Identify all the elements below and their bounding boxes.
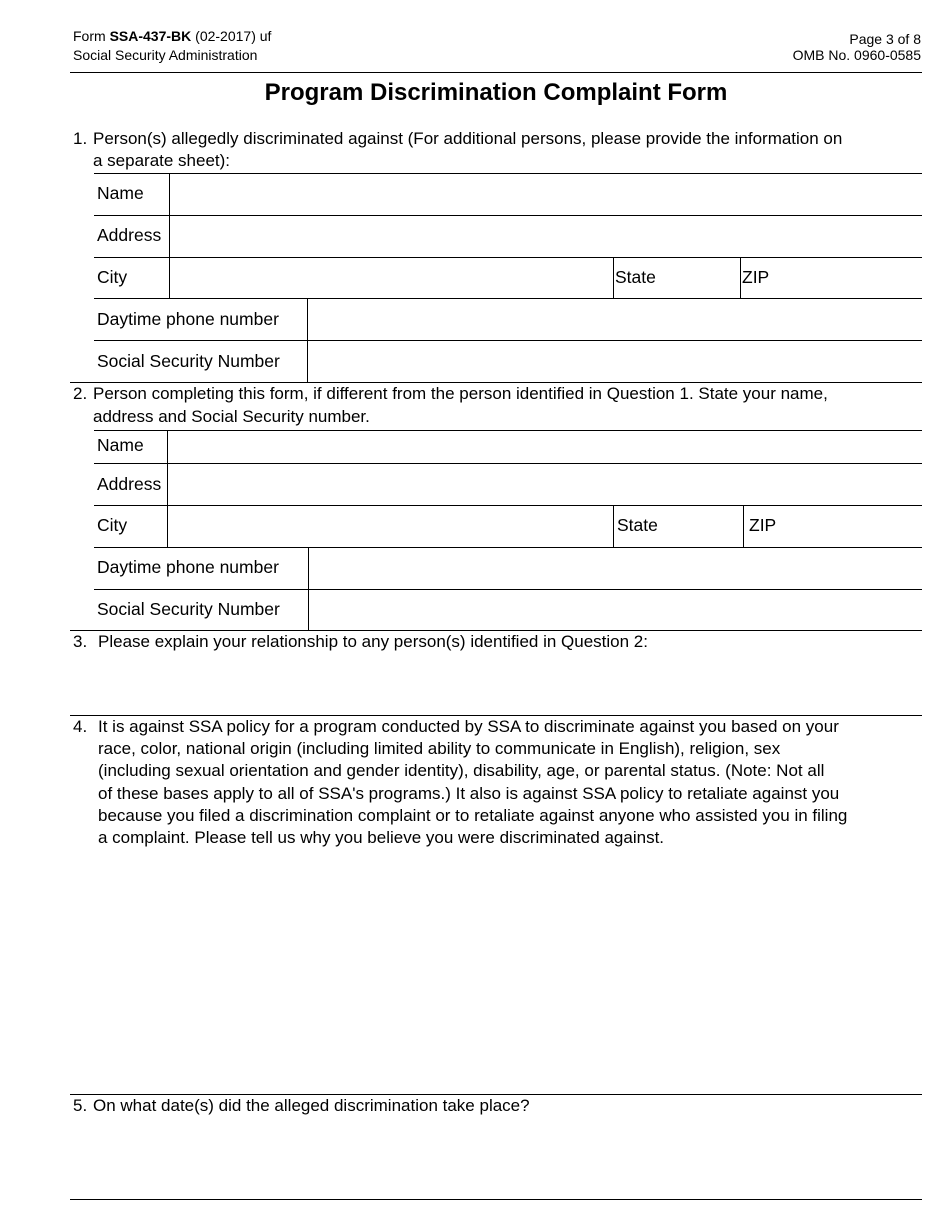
q1-name-label: Name xyxy=(97,183,144,203)
q1-name-field[interactable] xyxy=(171,175,921,214)
q2-address-label: Address xyxy=(97,474,162,494)
q1-zip-label: ZIP xyxy=(742,267,770,287)
q2-city-label: City xyxy=(97,515,128,535)
q1-address-label: Address xyxy=(97,225,162,245)
q2-zip-field[interactable] xyxy=(782,507,921,546)
q2-table-divider xyxy=(167,430,168,547)
q3-number: 3. xyxy=(73,632,88,651)
q1-phone-field[interactable] xyxy=(309,300,921,339)
q2-zip-label: ZIP xyxy=(749,515,777,535)
q3-text: Please explain your relationship to any person(s) identified in Question 2: xyxy=(98,632,648,651)
q4-answer-field[interactable] xyxy=(71,852,921,1092)
q2-state-field[interactable] xyxy=(667,507,742,546)
q1-table-rule xyxy=(94,340,922,341)
q4-text-line: because you filed a discrimination complaint or to retaliate against anyone who assisted you in filing xyxy=(98,806,848,825)
q1-city-field[interactable] xyxy=(171,259,612,297)
q2-table-rule xyxy=(94,430,922,431)
q1-table-divider xyxy=(613,257,614,298)
q5-number: 5. xyxy=(73,1096,88,1115)
q2-address-field[interactable] xyxy=(169,465,921,504)
q1-zip-field[interactable] xyxy=(775,259,921,297)
q2-city-field[interactable] xyxy=(169,507,612,546)
q4-text-line: It is against SSA policy for a program conducted by SSA to discriminate against you based on your xyxy=(98,717,839,736)
q2-ssn-field[interactable] xyxy=(310,591,921,629)
q4-number: 4. xyxy=(73,717,88,736)
q1-ssn-label: Social Security Number xyxy=(97,351,280,371)
q2-phone-field[interactable] xyxy=(310,549,921,588)
q1-state-label: State xyxy=(615,267,656,287)
q1-ssn-field[interactable] xyxy=(309,342,921,381)
q1-phone-label: Daytime phone number xyxy=(97,309,279,329)
q2-table-rule xyxy=(94,589,922,590)
q1-table-divider xyxy=(169,173,170,298)
q2-phone-label: Daytime phone number xyxy=(97,557,279,577)
agency-name: Social Security Administration xyxy=(73,47,258,63)
q1-table-divider xyxy=(307,298,308,382)
q1-text-line2: a separate sheet): xyxy=(93,151,231,170)
q2-ssn-label: Social Security Number xyxy=(97,599,280,619)
form-id: Form SSA-437-BK (02-2017) uf xyxy=(73,28,272,44)
q1-table-divider xyxy=(740,257,741,298)
page-title: Program Discrimination Complaint Form xyxy=(264,79,728,106)
q2-table-rule xyxy=(94,463,922,464)
q2-name-field[interactable] xyxy=(169,432,921,462)
q2-number: 2. xyxy=(73,384,88,403)
q2-name-label: Name xyxy=(97,435,144,455)
q5-text: On what date(s) did the alleged discrimination take place? xyxy=(93,1096,530,1115)
q2-text-line2: address and Social Security number. xyxy=(93,407,370,426)
q1-number: 1. xyxy=(73,129,88,148)
q4-text-line: (including sexual orientation and gender identity), disability, age, or parental status. (Note: Not all xyxy=(98,761,825,780)
q2-state-label: State xyxy=(617,515,658,535)
q1-text-line1: Person(s) allegedly discriminated against (For additional persons, please provide the information on xyxy=(93,129,843,148)
omb-number: OMB No. 0960-0585 xyxy=(792,47,921,63)
q1-address-field[interactable] xyxy=(171,217,921,256)
q3-answer-field[interactable] xyxy=(71,656,921,714)
q5-rule xyxy=(70,1199,922,1200)
q2-table-divider xyxy=(743,505,744,547)
q4-text-line: a complaint. Please tell us why you believe you were discriminated against. xyxy=(98,828,665,847)
q1-table-rule xyxy=(94,298,922,299)
q4-text-line: race, color, national origin (including limited ability to communicate in English), religion, sex xyxy=(98,739,781,758)
q4-text-line: of these bases apply to all of SSA's programs.) It also is against SSA policy to retaliate against you xyxy=(98,784,840,803)
q2-table-rule xyxy=(94,505,922,506)
q2-text-line1: Person completing this form, if different from the person identified in Question 1. State your name, xyxy=(93,384,828,403)
q1-table-rule xyxy=(94,257,922,258)
header-rule xyxy=(70,72,922,73)
q2-table-divider xyxy=(613,505,614,547)
q2-table-rule xyxy=(94,547,922,548)
q1-state-field[interactable] xyxy=(665,259,739,297)
q1-table-rule xyxy=(94,173,922,174)
q5-answer-field[interactable] xyxy=(71,1120,921,1197)
q1-table-rule xyxy=(94,215,922,216)
page-number: Page 3 of 8 xyxy=(849,31,921,47)
q1-city-label: City xyxy=(97,267,128,287)
q2-table-divider xyxy=(308,547,309,630)
